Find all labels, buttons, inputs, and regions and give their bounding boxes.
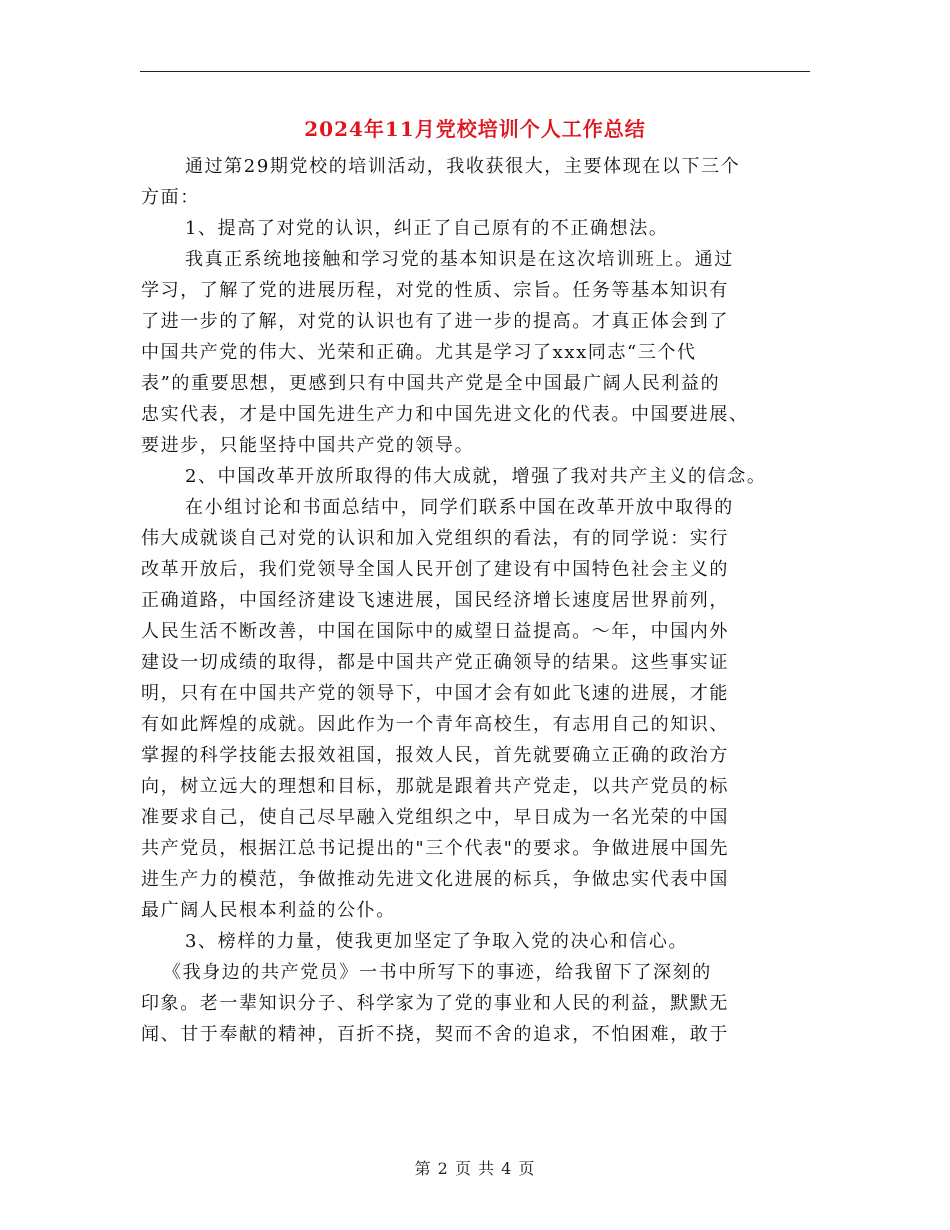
text-line: 人民生活不断改善，中国在国际中的威望日益提高。～年，中国内外	[141, 621, 729, 642]
text-line: 伟大成就谈自己对党的认识和加入党组织的看法，有的同学说：实行	[141, 528, 729, 549]
text-line: 2、中国改革开放所取得的伟大成就，增强了我对共产主义的信念。	[185, 466, 767, 487]
text-line: 最广阔人民根本利益的公仆。	[141, 900, 396, 921]
text-line: 要进步，只能坚持中国共产党的领导。	[141, 435, 475, 456]
text-line: 方面：	[141, 187, 200, 208]
text-line: 闻、甘于奉献的精神，百折不挠，契而不舍的追求，不怕困难，敢于	[141, 1024, 729, 1045]
text-line: 忠实代表，才是中国先进生产力和中国先进文化的代表。中国要进展、	[141, 404, 749, 425]
text-line: 准要求自己，使自己尽早融入党组织之中，早日成为一名光荣的中国	[141, 807, 729, 828]
text-line: 《我身边的共产党员》一书中所写下的事迹，给我留下了深刻的	[163, 962, 712, 983]
text-line: 明，只有在中国共产党的领导下，中国才会有如此飞速的进展，才能	[141, 683, 729, 704]
text-line: 中国共产党的伟大、光荣和正确。尤其是学习了xxx同志“三个代	[141, 342, 697, 363]
text-line: 进生产力的模范，争做推动先进文化进展的标兵，争做忠实代表中国	[141, 869, 729, 890]
page-footer: 第 2 页 共 4 页	[414, 1159, 536, 1178]
top-rule	[140, 71, 810, 72]
text-line: 掌握的科学技能去报效祖国，报效人民，首先就要确立正确的政治方	[141, 745, 729, 766]
text-line: 我真正系统地接触和学习党的基本知识是在这次培训班上。通过	[185, 249, 734, 270]
text-line: 建设一切成绩的取得，都是中国共产党正确领导的结果。这些事实证	[141, 652, 729, 673]
text-line: 有如此辉煌的成就。因此作为一个青年高校生，有志用自己的知识、	[141, 714, 729, 735]
text-line: 表”的重要思想，更感到只有中国共产党是全中国最广阔人民利益的	[141, 373, 721, 394]
text-line: 了进一步的了解，对党的认识也有了进一步的提高。才真正体会到了	[141, 311, 729, 332]
text-line: 向，树立远大的理想和目标，那就是跟着共产党走，以共产党员的标	[141, 776, 729, 797]
text-line: 1、提高了对党的认识，纠正了自己原有的不正确想法。	[185, 218, 669, 239]
document-body	[141, 151, 811, 1050]
text-line: 3、榜样的力量，使我更加坚定了争取入党的决心和信心。	[185, 931, 689, 952]
text-line: 印象。老一辈知识分子、科学家为了党的事业和人民的利益，默默无	[141, 993, 729, 1014]
text-line: 共产党员，根据江总书记提出的"三个代表"的要求。争做进展中国先	[141, 838, 730, 859]
document-title: 2024年11月党校培训个人工作总结	[304, 117, 646, 141]
text-line: 改革开放后，我们党领导全国人民开创了建设有中国特色社会主义的	[141, 559, 729, 580]
text-line: 通过第29期党校的培训活动，我收获很大，主要体现在以下三个	[185, 156, 741, 177]
text-line: 正确道路，中国经济建设飞速进展，国民经济增长速度居世界前列，	[141, 590, 729, 611]
text-line: 学习，了解了党的进展历程，对党的性质、宗旨。任务等基本知识有	[141, 280, 729, 301]
text-line: 在小组讨论和书面总结中，同学们联系中国在改革开放中取得的	[185, 497, 734, 518]
